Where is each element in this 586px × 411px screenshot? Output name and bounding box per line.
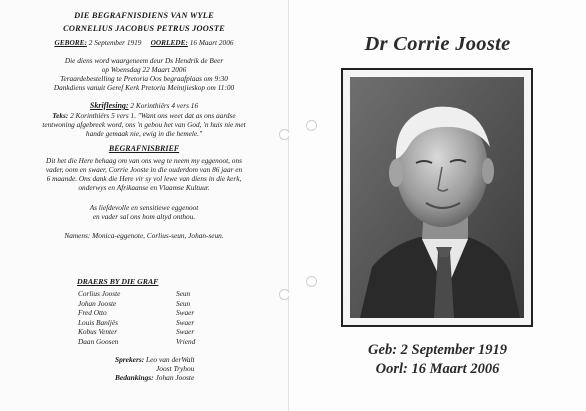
speaker-name: Leo van derWalt [146, 355, 195, 364]
family-line [0, 231, 288, 240]
bearers-table [78, 289, 195, 346]
letter-line: 6 maande. Ons dank die Here vir sy vol lewe van diens in die kerk, [46, 174, 242, 183]
letter-line: onderwys en Afrikaanse en Vlaamse Kultuur. [78, 183, 210, 192]
bearer-relation: Vriend [176, 336, 196, 346]
text-label: Teks: [52, 111, 69, 120]
thanks-label: Bedankings: [115, 373, 154, 383]
program-title: DIE BEGRAFNISDIENS VAN WYLE [74, 11, 214, 20]
names-label: Namens: [64, 231, 91, 240]
scripture-value: 2 Korinthiërs 4 vers 16 [130, 101, 199, 110]
table-row [78, 318, 195, 328]
scripture-label: Skriflesing: [89, 101, 129, 110]
left-page [0, 0, 289, 411]
service-line: Die diens word waargeneem deur Ds Hendrik de Beer [64, 56, 224, 65]
tribute-line: en vader sal ons hom altyd onthou. [92, 212, 196, 221]
portrait-image [350, 77, 524, 318]
closing-section [115, 355, 195, 383]
letter-line: Dit het die Here behaag om van ons weg te neem my eggenoot, ons [46, 156, 242, 165]
names-value: Monica-eggenote, Corlius-seun, Johan-seun. [92, 231, 224, 240]
table-row [78, 337, 195, 347]
cover-born-date: Geb: 2 September 1919 [368, 342, 507, 358]
died-value: 16 Maart 2006 [189, 38, 234, 47]
table-row [78, 308, 195, 318]
right-page [289, 0, 586, 411]
portrait-photo [341, 68, 533, 327]
bearers-heading: DRAERS BY DIE GRAF [77, 277, 159, 286]
text-line [0, 111, 288, 120]
speakers-line [115, 355, 195, 364]
deceased-full-name: CORNELIUS JACOBUS PETRUS JOOSTE [63, 24, 225, 33]
binder-hole-icon [306, 276, 317, 287]
born-label: GEBORE: [54, 38, 87, 47]
letter-line: vader, oom en swaer, Corrie Jooste in die ouderdom van 86 jaar en [45, 165, 243, 174]
text-line: hande gemaak nie, ewig in die hemele." [85, 129, 203, 138]
speakers-label: Sprekers: [115, 355, 145, 364]
born-value: 2 September 1919 [88, 38, 142, 47]
table-row [78, 299, 195, 309]
bearer-name: Louis Banljës [78, 317, 118, 327]
service-line: op Woensdag 22 Maart 2006 [101, 65, 187, 74]
bearer-name: Kobus Venter [78, 327, 118, 336]
thanks-line [115, 373, 195, 382]
bearer-relation: Seun [176, 298, 191, 308]
bearer-name: Johan Jooste [78, 298, 117, 308]
bearer-relation: Swaer [176, 308, 195, 317]
bearer-name: Fred Otto [78, 308, 107, 317]
tribute-line: As liefdevolle en sensitiewe eggenoot [89, 203, 199, 212]
bearer-relation: Seun [176, 289, 191, 298]
table-row [78, 289, 195, 299]
bearer-name: Daan Goosen [78, 336, 119, 346]
cover-name: Dr Corrie Jooste [364, 33, 511, 55]
letter-heading: BEGRAFNISBRIEF [108, 144, 180, 153]
bearer-relation: Swaer [176, 317, 195, 327]
dates-line [0, 38, 288, 47]
table-row [78, 327, 195, 337]
scripture-line [0, 101, 288, 110]
died-label: OORLEDE: [150, 38, 188, 47]
thanks-value: Johan Jooste [155, 373, 195, 383]
bearer-relation: Swaer [176, 327, 195, 336]
service-line: Teraardebestelling te Pretoria Oos begraafplaas om 9:30 [60, 74, 228, 83]
text-value: 2 Korinthiërs 5 vers 1. "Want ons weet dat as ons aardse [70, 111, 236, 120]
bearer-name: Corlius Jooste [78, 289, 121, 298]
binder-hole-icon [306, 120, 317, 131]
speaker-name: Joost Tryhou [156, 364, 195, 374]
text-line: tentwoning afgebreek word, ons 'n gebou het van God, 'n huis nie met [42, 120, 246, 129]
service-line: Dankdiens vanuit Geref Kerk Pretoria Meintjieskop om 11:00 [53, 83, 235, 92]
cover-died-date: Oorl: 16 Maart 2006 [375, 361, 500, 377]
